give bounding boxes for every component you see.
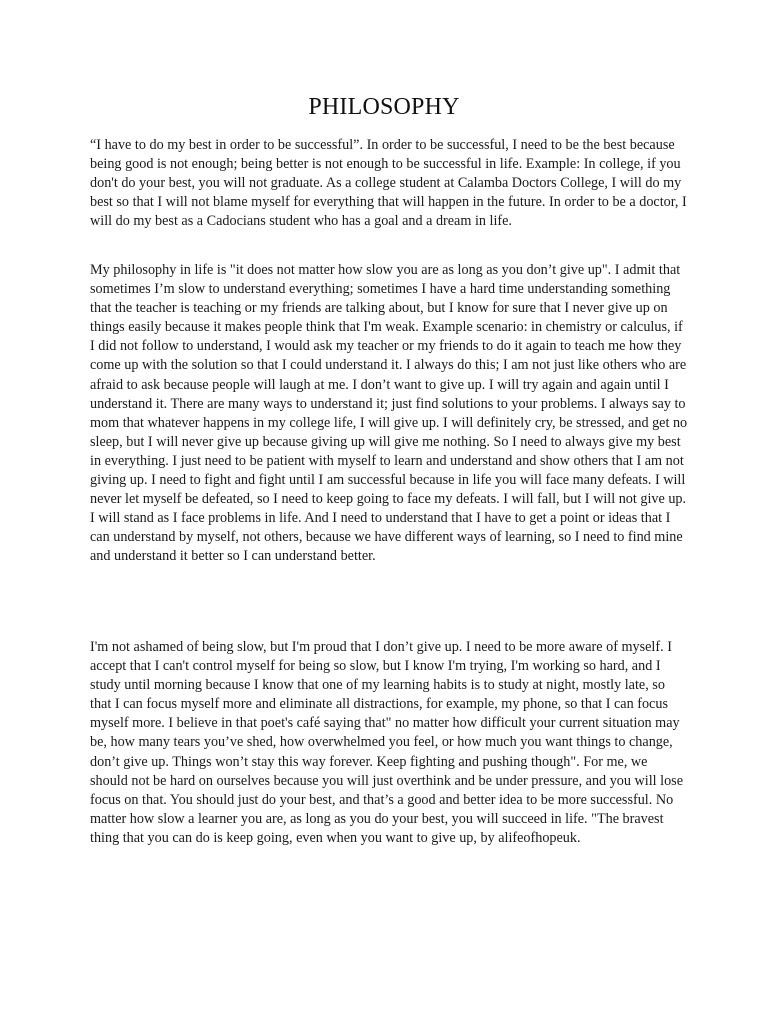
paragraph-2: My philosophy in life is "it does not matter how slow you are as long as you don’t give up". I admit that sometimes I’m slow to understand everything; sometimes I have a hard time understanding something that the teacher is teaching or my friends are talking about, but I know for sure that I never give up on things easily because it makes people think that I'm weak. Example scenario: in chemistry or calculus, if I did not follow to understand, I would ask my teacher or my friends to do it again to teach me how they come up with the solution so that I could understand it. I always do this; I am not just like others who are afraid to ask because people will laugh at me. I don’t want to give up. I will try again and again until I understand it. There are many ways to understand it; just find solutions to your problems. I always say to mom that whatever happens in my college life, I will give up. I will definitely cry, be stressed, and get no sleep, but I will never give up because giving up will give me nothing. So I need to always give my best in everything. I just need to be patient with myself to learn and understand and show others that I am not giving up. I need to fight and fight until I am successful because in life you will face many defeats. I will never let myself be defeated, so I need to keep going to face my defeats. I will fall, but I will not give up. I will stand as I face problems in life. And I need to understand that I have to get a point or ideas that I can understand by myself, not others, because we have different ways of learning, so I need to find mine and understand it better so I can understand better. <box>90 262 688 565</box>
page-title: PHILOSOPHY <box>308 94 460 120</box>
paragraph-1: “I have to do my best in order to be successful”. In order to be successful, I need to be the best because being good is not enough; being better is not enough to be successful in life. Example: In college, if you don't do your best, you will not graduate. As a college student at Calamba Doctors College, I will do my best so that I will not blame myself for everything that will happen in the future. In order to be a doctor, I will do my best as a Cadocians student who has a goal and a dream in life. <box>90 137 687 230</box>
paragraph-3: I'm not ashamed of being slow, but I'm proud that I don’t give up. I need to be more aware of myself. I accept that I can't control myself for being so slow, but I know I'm trying, I'm working so hard, and I study until morning because I know that one of my learning habits is to study at night, mostly late, so that I can focus myself more and eliminate all distractions, for example, my phone, so that I can focus myself more. I believe in that poet's café saying that" no matter how difficult your current situation may be, how many tears you’ve shed, how overwhelmed you feel, or how much you want things to change, don’t give up. Things won’t stay this way forever. Keep fighting and pushing though". For me, we should not be hard on ourselves because you will just overthink and be under pressure, and you will lose focus on that. You should just do your best, and that’s a good and better idea to be more successful. No matter how slow a learner you are, as long as you do your best, you will succeed in life. "The bravest thing that you can do is keep going, even when you want to give up, by alifeofhopeuk. <box>90 639 683 846</box>
